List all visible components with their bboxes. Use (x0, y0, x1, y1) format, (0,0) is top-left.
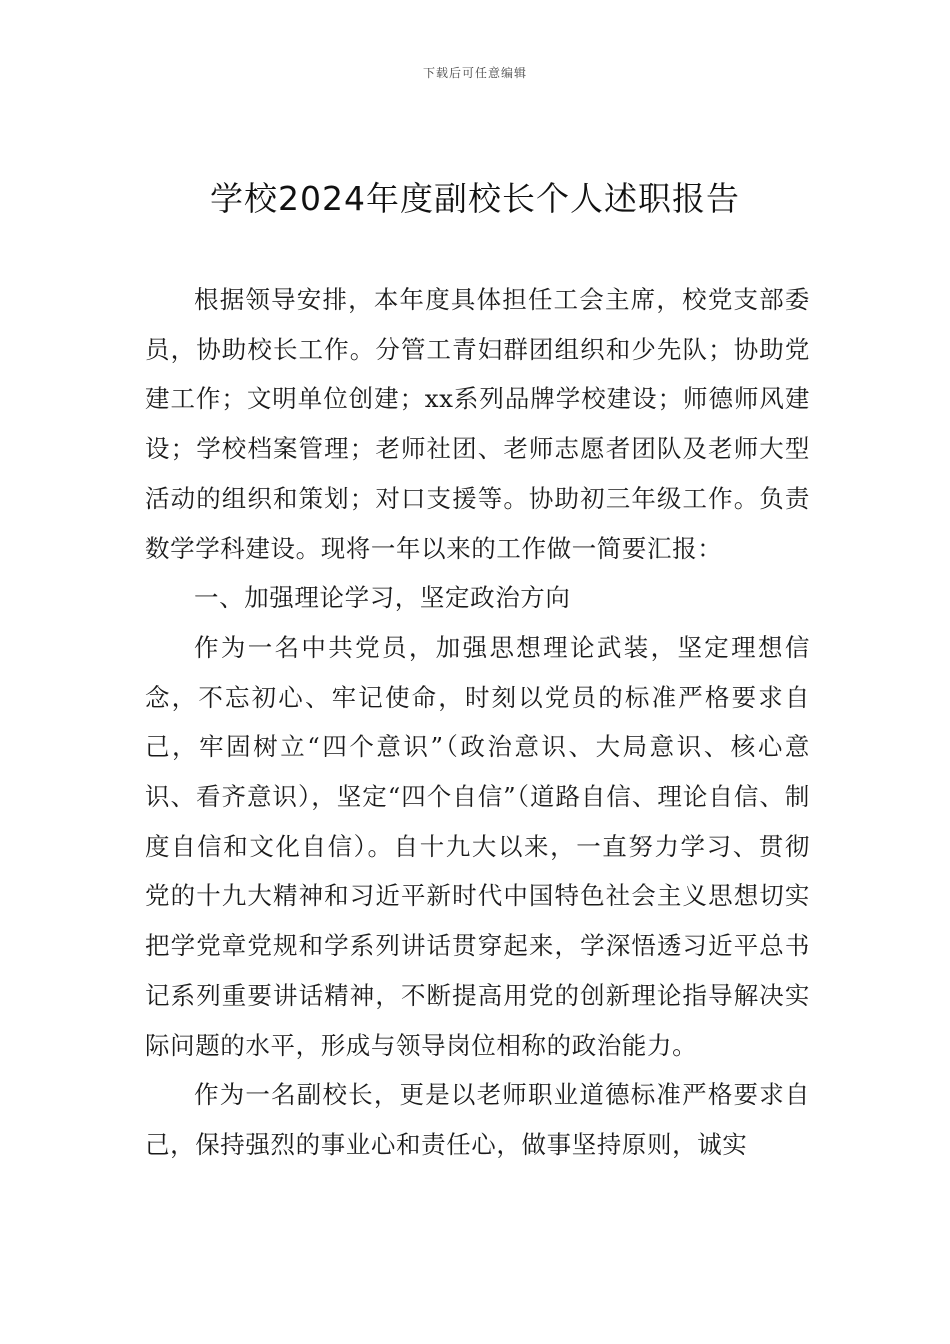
header-note: 下载后可任意编辑 (422, 66, 527, 80)
document-title: 学校2024年度副校长个人述职报告 (210, 179, 740, 218)
paragraph-vice-principal: 作为一名副校长，更是以老师职业道德标准严格要求自己，保持强烈的事业心和责任心，做事坚持原则，诚实 (145, 1080, 810, 1159)
section-heading-1: 一、加强理论学习，坚定政治方向 (194, 583, 571, 613)
paragraph-party-member: 作为一名中共党员，加强思想理论武装，坚定理想信念，不忘初心、牢记使命，时刻以党员的标准严格要求自己，牢固树立“四个意识”（政治意识、大局意识、核心意识、看齐意识），坚定“四个自信”（道路自信、理论自信、制度自信和文化自信）。自十九大以来，一直努力学习、贯彻党的十九大精神和习近平新时代中国特色社会主义思想切实把学党章党规和学系列讲话贯穿起来，学深悟透习近平总书记系列重要讲话精神，不断提高用党的创新理论指导解决实际问题的水平，形成与领导岗位相称的政治能力。 (145, 632, 810, 1060)
paragraph-intro: 根据领导安排，本年度具体担任工会主席，校党支部委员，协助校长工作。分管工青妇群团组织和少先队；协助党建工作；文明单位创建；xx系列品牌学校建设；师德师风建设；学校档案管理；老师社团、老师志愿者团队及老师大型活动的组织和策划；对口支援等。协助初三年级工作。负责数学学科建设。现将一年以来的工作做一简要汇报： (145, 285, 810, 563)
document-body (145, 275, 810, 1170)
